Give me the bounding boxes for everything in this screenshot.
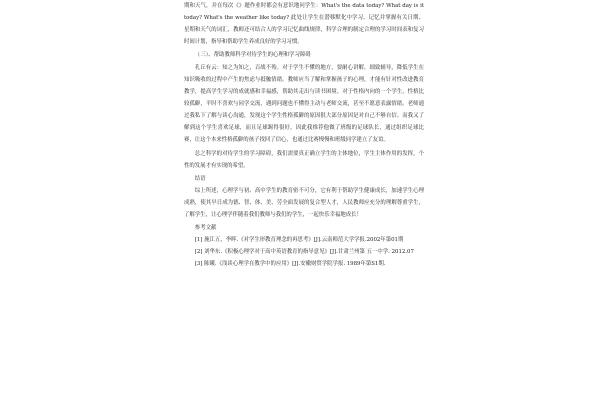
document-page	[184, 0, 424, 400]
paragraph-summary: 总之科学的对待学生的学习障碍，我们需要真正确立学生的主体地位，学生主体作用的发挥，个性的发展才有实现的希望。	[184, 151, 424, 169]
paragraph-weather-vocab: 期和天气，并在每次《》题作业时都会有意识地问学生：What's the data today? What day is it today? What's the weather like today? 此处让学生在潜移默化中学习、记忆并掌握有关日期、星期和天气的词汇，教师还可结合人的学习记忆曲线规律，科学合理的制定合理的学习时间表和复习时间计划，指导和帮助学生养成良好的学习习惯。	[184, 3, 424, 45]
reference-item-3: [3] 陈曦.《浅谈心理学在教学中的应用》[J].安徽财贸学院学报. 1989年第S1期.	[194, 261, 386, 267]
paragraph-learning-obstacles: 孔丘有云：知之为知之，百战不殆。对于学生不懂的地方，要耐心讲解，细致辅导，降低学生在知识吸收的过程中产生的焦虑与抵触情绪。教师应当了解和掌握孩子的心理，才能有针对性改进教育教学，提高学生学习的成就感和幸福感，帮助其走出与读书困境。对于性格内向的一个学生，性格比较孤僻，平时不喜欢与同学交流，遇到问题也不懂得主动与老师交流，甚至不愿意表露情绪。老师通过我私下了解与谈心沟通，发现这个学生性格孤僻的原因很大部分原因是对自己不够自信。而我又了解到这个学生喜欢足球，而且足球踢得很好，因此我推荐他做了班级的足球队长，通过组织足球比赛，让这个本来性格孤僻的孩子找回了信心，也通过比赛慢慢和班级同学建立了友谊。	[184, 65, 424, 143]
reference-item-2: [2] 刘华东.《积极心理学对于高中英语教育的指导意见》[J].甘肃兰州第 五一中学. 2012.07	[194, 249, 414, 255]
conclusion-heading: 结语	[194, 176, 206, 182]
references-heading: 参考文献	[194, 225, 217, 231]
reference-item-1: [1] 施江五，李晖.《对学生形教育理念的再思考》[J].云南师范大学学报.2002年第01期	[194, 237, 404, 243]
section-heading-3: （三）、帮助教师科学对待学生的心理和学习障碍	[194, 52, 311, 58]
paragraph-conclusion: 综上所述，心理学与初、高中学生的教育密不可分，它有利于帮助学生健康成长，加速学生心理成熟，使其早日成为德、智、体、美、劳全面发展的复合型人才，人民教师应充分的理解尊重学生，了解学生，让心理学伴随着我们教师与我们的学生，一起快乐幸福地成长！	[184, 188, 424, 218]
